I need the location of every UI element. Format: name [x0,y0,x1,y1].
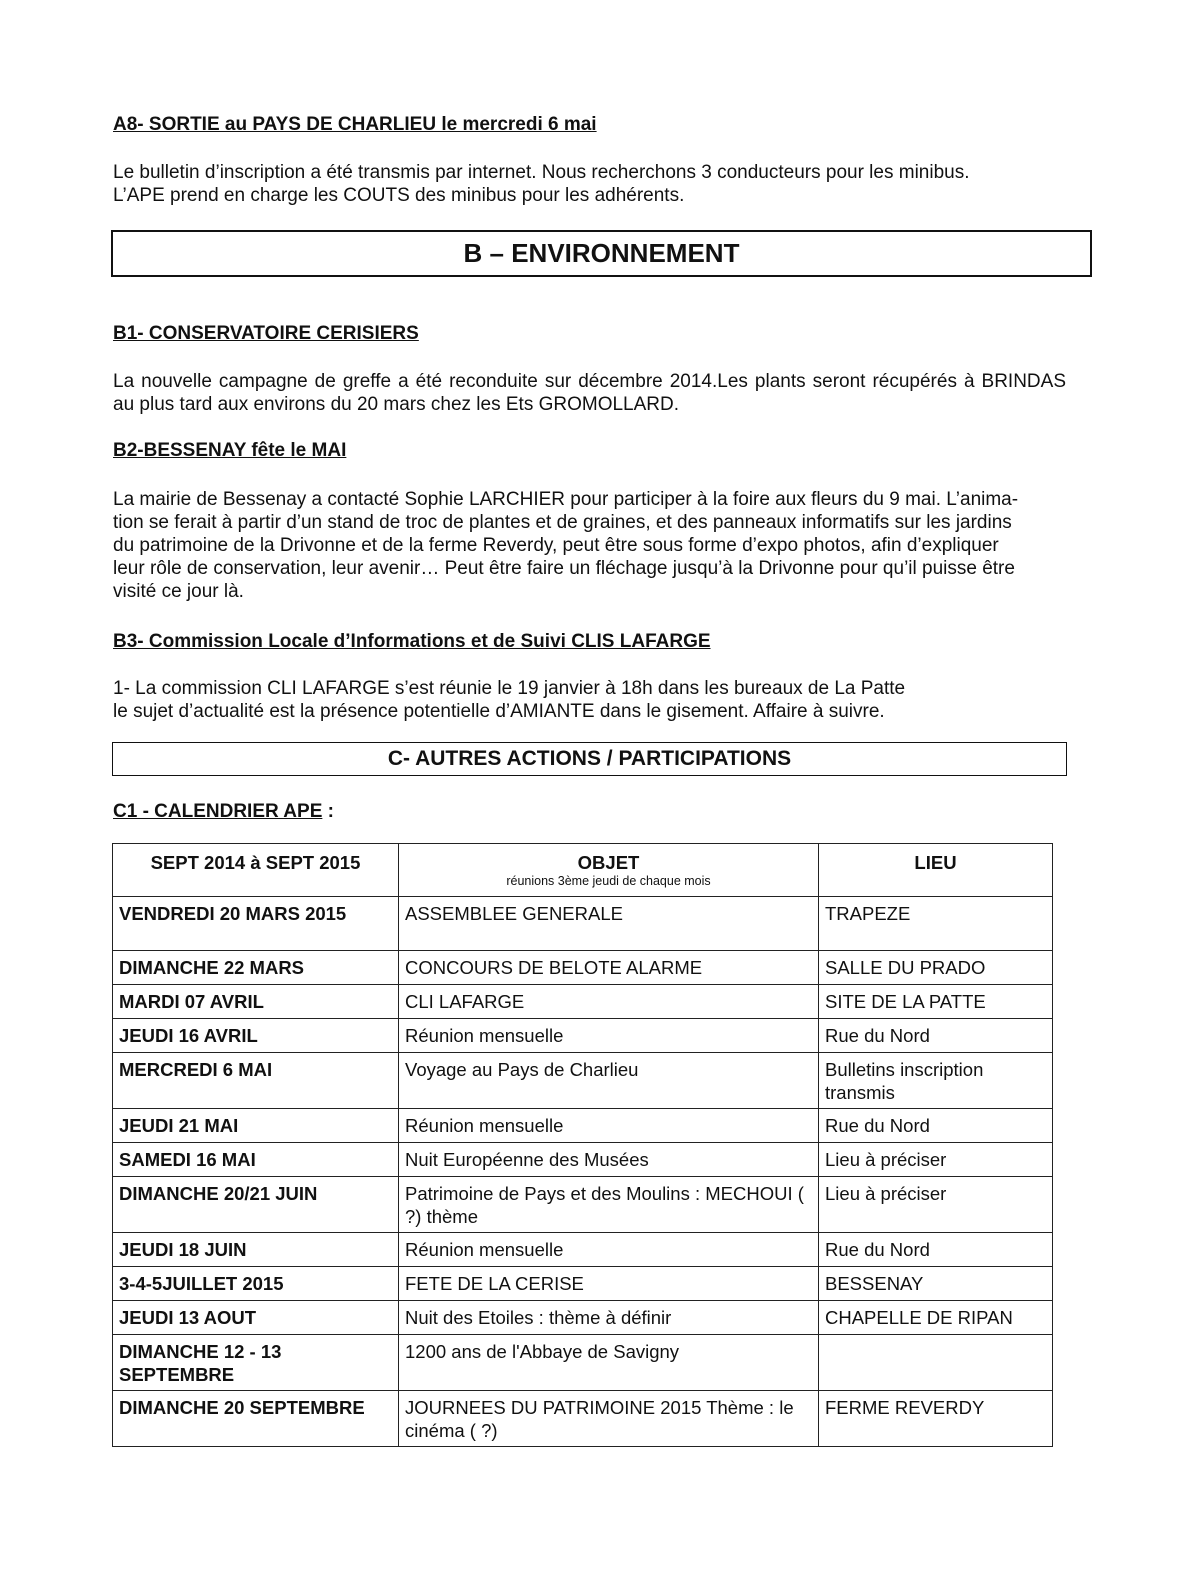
cell-objet: Réunion mensuelle [399,1233,819,1267]
cell-lieu: SALLE DU PRADO [819,951,1053,985]
cell-lieu: Rue du Nord [819,1233,1053,1267]
cell-date: DIMANCHE 22 MARS [113,951,399,985]
paragraph-line: leur rôle de conservation, leur avenir… Peut être faire un fléchage jusqu’à la Drivonne pour qu’il puisse être [113,558,1015,579]
cell-objet: Nuit Européenne des Musées [399,1143,819,1177]
cell-lieu: SITE DE LA PATTE [819,985,1053,1019]
header-objet-subtitle: réunions 3ème jeudi de chaque mois [506,874,711,888]
cell-lieu: BESSENAY [819,1267,1053,1301]
cell-date: MARDI 07 AVRIL [113,985,399,1019]
table-row [113,985,1053,1019]
table-row [113,1143,1053,1177]
cell-lieu: TRAPEZE [819,897,1053,951]
table-row [113,1053,1053,1109]
table-row [113,897,1053,951]
cell-lieu: Lieu à préciser [819,1177,1053,1233]
header-objet [399,844,819,897]
cell-date: JEUDI 16 AVRIL [113,1019,399,1053]
cell-objet: ASSEMBLEE GENERALE [399,897,819,951]
section-b-title-text: B – ENVIRONNEMENT [463,238,740,268]
section-b1-text: La nouvelle campagne de greffe a été reconduite sur décembre 2014.Les plants seront récupérés à BRINDAS au plus tard aux environs du 20 mars chez les Ets GROMOLLARD. [113,371,1066,415]
section-a8-heading: A8- SORTIE au PAYS DE CHARLIEU le mercredi 6 mai [113,114,597,135]
table-row [113,1233,1053,1267]
section-b2-text [113,488,1073,603]
section-b3-text [113,677,1073,723]
paragraph-line: le sujet d’actualité est la présence potentielle d’AMIANTE dans le gisement. Affaire à suivre. [113,701,885,722]
table-row [113,1391,1053,1447]
calendar-table [112,843,1053,1447]
cell-date: DIMANCHE 20/21 JUIN [113,1177,399,1233]
table-row [113,1335,1053,1391]
table-row [113,1109,1053,1143]
cell-date: DIMANCHE 20 SEPTEMBRE [113,1391,399,1447]
table-row [113,1301,1053,1335]
cell-objet: FETE DE LA CERISE [399,1267,819,1301]
cell-lieu: Bulletins inscription transmis [819,1053,1053,1109]
paragraph-line: tion se ferait à partir d’un stand de troc de plantes et de graines, et des panneaux informatifs sur les jardins [113,512,1012,533]
cell-lieu: Lieu à préciser [819,1143,1053,1177]
paragraph-line: 1- La commission CLI LAFARGE s’est réunie le 19 janvier à 18h dans les bureaux de La Patte [113,678,906,699]
section-b1-heading: B1- CONSERVATOIRE CERISIERS [113,323,419,344]
cell-date: MERCREDI 6 MAI [113,1053,399,1109]
table-row [113,1177,1053,1233]
cell-objet: CONCOURS DE BELOTE ALARME [399,951,819,985]
paragraph-line: La mairie de Bessenay a contacté Sophie LARCHIER pour participer à la foire aux fleurs du 9 mai. L’anima- [113,489,1019,510]
cell-lieu: Rue du Nord [819,1019,1053,1053]
section-a8-text [113,161,1073,207]
section-b-title [111,230,1092,277]
cell-objet: Voyage au Pays de Charlieu [399,1053,819,1109]
paragraph-line: visité ce jour là. [113,581,244,602]
header-objet-label: OBJET [577,852,640,873]
table-row [113,1267,1053,1301]
table-row [113,1019,1053,1053]
cell-objet: CLI LAFARGE [399,985,819,1019]
section-c-title [112,742,1067,776]
paragraph-line: du patrimoine de la Drivonne et de la ferme Reverdy, peut être sous forme d’expo photos, afin d’expliquer [113,535,999,556]
cell-lieu: Rue du Nord [819,1109,1053,1143]
cell-date: JEUDI 18 JUIN [113,1233,399,1267]
cell-objet: Réunion mensuelle [399,1019,819,1053]
cell-date: SAMEDI 16 MAI [113,1143,399,1177]
section-c1-heading-suffix: : [322,801,334,822]
header-date: SEPT 2014 à SEPT 2015 [113,844,399,897]
cell-objet: Patrimoine de Pays et des Moulins : MECHOUI ( ?) thème [399,1177,819,1233]
cell-objet: JOURNEES DU PATRIMOINE 2015 Thème : le cinéma ( ?) [399,1391,819,1447]
cell-date: VENDREDI 20 MARS 2015 [113,897,399,951]
cell-objet: Nuit des Etoiles : thème à définir [399,1301,819,1335]
cell-lieu: FERME REVERDY [819,1391,1053,1447]
cell-objet: 1200 ans de l'Abbaye de Savigny [399,1335,819,1391]
table-row [113,951,1053,985]
cell-date: 3-4-5JUILLET 2015 [113,1267,399,1301]
cell-date: JEUDI 21 MAI [113,1109,399,1143]
calendar-header-row [113,844,1053,897]
section-c1-heading [113,801,334,823]
cell-date: JEUDI 13 AOUT [113,1301,399,1335]
header-lieu: LIEU [819,844,1053,897]
cell-lieu: CHAPELLE DE RIPAN [819,1301,1053,1335]
section-b3-heading: B3- Commission Locale d’Informations et de Suivi CLIS LAFARGE [113,631,711,652]
section-c-title-text: C- AUTRES ACTIONS / PARTICIPATIONS [387,747,792,770]
section-b2-heading: B2-BESSENAY fête le MAI [113,440,347,461]
paragraph-line: Le bulletin d’inscription a été transmis par internet. Nous recherchons 3 conducteurs pour les minibus. [113,162,970,183]
cell-lieu [819,1335,1053,1391]
cell-date: DIMANCHE 12 - 13 SEPTEMBRE [113,1335,399,1391]
cell-objet: Réunion mensuelle [399,1109,819,1143]
section-c1-heading-text: C1 - CALENDRIER APE [113,801,323,822]
paragraph-line: L’APE prend en charge les COUTS des minibus pour les adhérents. [113,185,685,206]
